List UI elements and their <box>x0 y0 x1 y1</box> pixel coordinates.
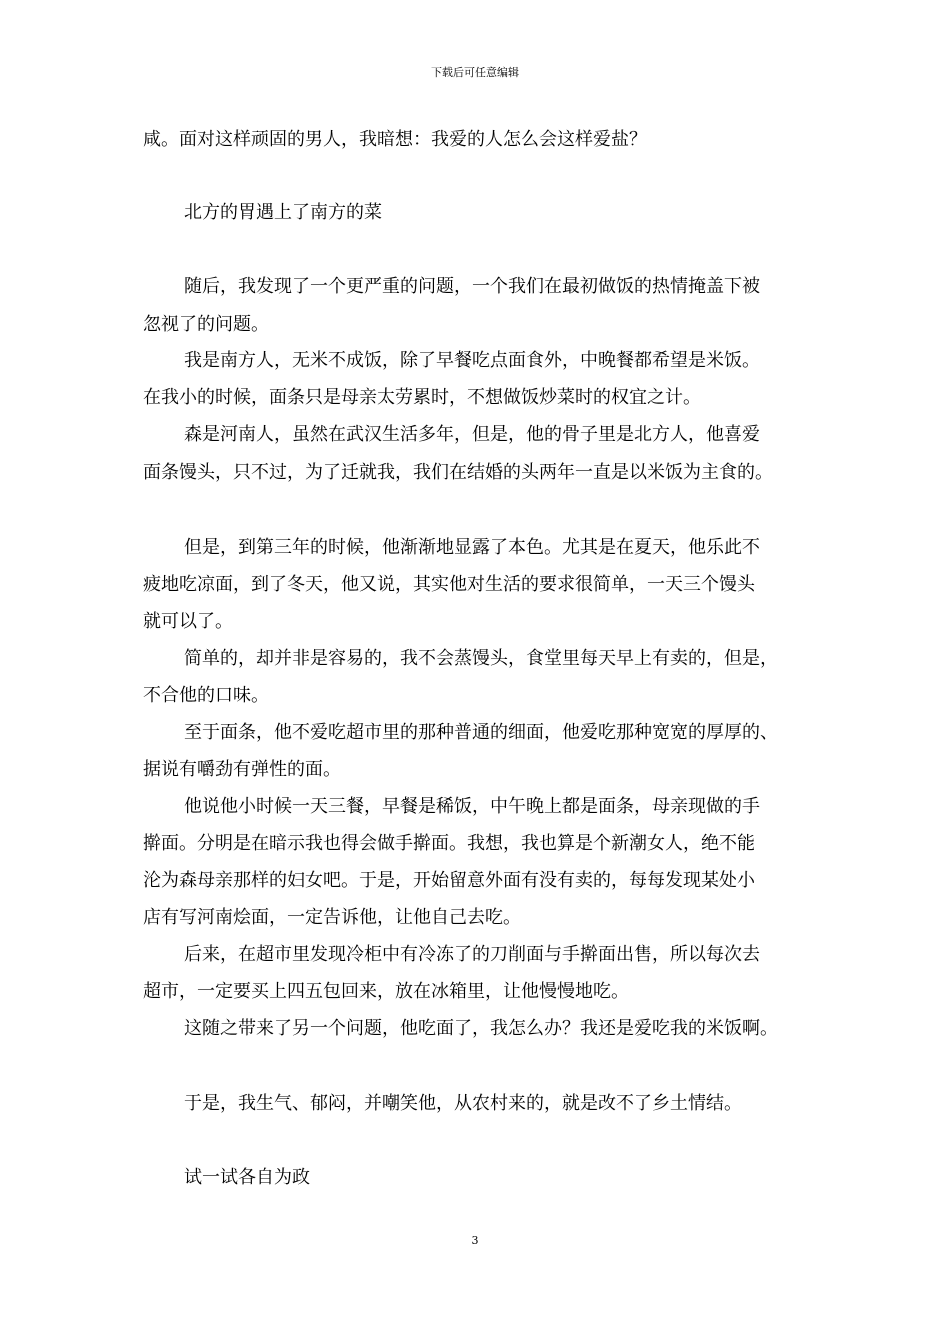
section-heading: 试一试各自为政 <box>184 1167 310 1188</box>
text-line: 至于面条，他不爱吃超市里的那种普通的细面，他爱吃那种宽宽的厚厚的、 <box>184 722 778 743</box>
text-line: 擀面。分明是在暗示我也得会做手擀面。我想，我也算是个新潮女人，绝不能 <box>143 833 755 854</box>
text-line: 咸。面对这样顽固的男人，我暗想：我爱的人怎么会这样爱盐？ <box>143 129 647 150</box>
text-line: 沦为森母亲那样的妇女吧。于是，开始留意外面有没有卖的，每每发现某处小 <box>143 870 755 891</box>
text-line: 在我小的时候，面条只是母亲太劳累时，不想做饭炒菜时的权宜之计。 <box>143 387 701 408</box>
text-line: 于是，我生气、郁闷，并嘲笑他，从农村来的，就是改不了乡土情结。 <box>184 1093 742 1114</box>
text-line: 我是南方人，无米不成饭，除了早餐吃点面食外，中晚餐都希望是米饭。 <box>184 350 760 371</box>
section-heading: 北方的胃遇上了南方的菜 <box>184 202 382 223</box>
text-line: 据说有嚼劲有弹性的面。 <box>143 759 341 780</box>
text-line: 忽视了的问题。 <box>143 314 269 335</box>
text-line: 但是，到第三年的时候，他渐渐地显露了本色。尤其是在夏天，他乐此不 <box>184 537 760 558</box>
text-line: 简单的，却并非是容易的，我不会蒸馒头，食堂里每天早上有卖的，但是， <box>184 648 778 669</box>
text-line: 后来，在超市里发现冷柜中有冷冻了的刀削面与手擀面出售，所以每次去 <box>184 944 760 965</box>
text-line: 他说他小时候一天三餐，早餐是稀饭，中午晚上都是面条，母亲现做的手 <box>184 796 760 817</box>
text-line: 不合他的口味。 <box>143 685 269 706</box>
page-number: 3 <box>471 1234 479 1247</box>
text-line: 疲地吃凉面，到了冬天，他又说，其实他对生活的要求很简单，一天三个馒头 <box>143 574 755 595</box>
text-line: 店有写河南烩面，一定告诉他，让他自己去吃。 <box>143 907 521 928</box>
text-line: 随后，我发现了一个更严重的问题，一个我们在最初做饭的热情掩盖下被 <box>184 276 760 297</box>
text-line: 面条馒头，只不过，为了迁就我，我们在结婚的头两年一直是以米饭为主食的。 <box>143 462 773 483</box>
text-line: 超市，一定要买上四五包回来，放在冰箱里，让他慢慢地吃。 <box>143 981 629 1002</box>
page-header: 下载后可任意编辑 <box>431 66 519 79</box>
text-line: 就可以了。 <box>143 611 233 632</box>
text-line: 森是河南人，虽然在武汉生活多年，但是，他的骨子里是北方人，他喜爱 <box>184 424 760 445</box>
text-line: 这随之带来了另一个问题，他吃面了，我怎么办？我还是爱吃我的米饭啊。 <box>184 1018 778 1039</box>
